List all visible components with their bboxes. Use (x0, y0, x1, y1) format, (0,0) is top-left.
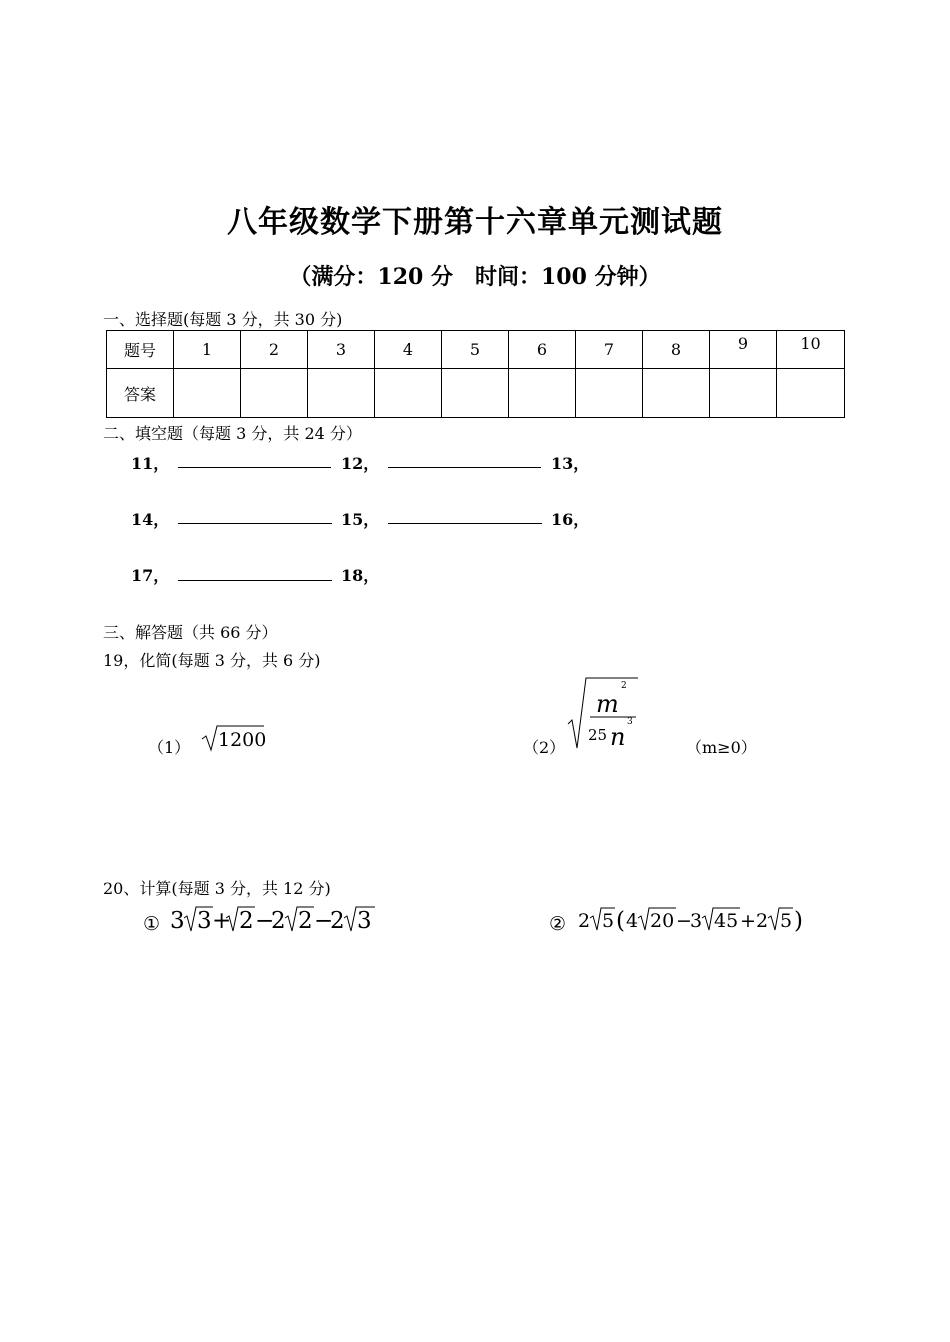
section2-heading: 二、填空题（每题 3 分，共 24 分） (103, 424, 362, 443)
question-number-4: 4 (375, 331, 442, 369)
svg-text:2: 2 (578, 910, 591, 932)
sqrt-1200-expression (200, 723, 266, 753)
question-number-2: 2 (241, 331, 308, 369)
question-number-10: 10 (777, 331, 845, 369)
svg-text:−: − (676, 910, 692, 932)
svg-text:−: − (314, 908, 334, 934)
svg-text:3: 3 (690, 910, 703, 932)
fill-label-16: 16， (551, 510, 590, 529)
answer-table-answer-row (107, 369, 845, 418)
answer-cell[interactable] (241, 369, 308, 418)
answer-cell[interactable] (643, 369, 710, 418)
fill-label-17: 17， (131, 566, 170, 585)
fill-label-13: 13， (551, 454, 590, 473)
answer-cell[interactable] (509, 369, 576, 418)
table-row-label-number: 题号 (107, 331, 174, 369)
svg-text:3: 3 (170, 908, 185, 934)
fill-blank-12[interactable] (388, 467, 541, 468)
svg-text:20: 20 (650, 910, 675, 932)
q20-part2-expression (576, 902, 816, 936)
svg-text:45: 45 (714, 910, 739, 932)
q20-heading: 20、计算(每题 3 分，共 12 分) (103, 879, 331, 898)
fill-label-18: 18， (341, 566, 380, 585)
svg-text:2: 2 (239, 908, 254, 934)
fill-blank-17[interactable] (178, 580, 332, 581)
q19-part1-label: （1） (148, 738, 191, 757)
q19-part2-condition: （m≥0） (686, 738, 757, 757)
section1-heading: 一、选择题(每题 3 分，共 30 分) (103, 310, 343, 329)
svg-text:5: 5 (602, 910, 615, 932)
answer-table (106, 330, 845, 418)
question-number-7: 7 (576, 331, 643, 369)
denominator-variable-n: n (610, 723, 626, 751)
question-number-3: 3 (308, 331, 375, 369)
fill-label-12: 12， (341, 454, 380, 473)
answer-cell[interactable] (576, 369, 643, 418)
q19-part2-label: （2） (523, 738, 566, 757)
answer-cell[interactable] (308, 369, 375, 418)
section3-heading: 三、解答题（共 66 分） (103, 623, 278, 642)
fill-label-11: 11， (131, 454, 170, 473)
svg-text:−: − (255, 908, 275, 934)
answer-cell[interactable] (375, 369, 442, 418)
denominator-coefficient: 25 (588, 726, 608, 744)
denominator-exponent: 3 (627, 717, 633, 727)
page-title: 八年级数学下册第十六章单元测试题 (227, 205, 723, 240)
page-subtitle: （满分：120 分 时间：100 分钟） (289, 264, 661, 290)
answer-table-number-row (107, 331, 845, 369)
q20-part1-label: ① (143, 913, 161, 935)
fill-label-15: 15， (341, 510, 380, 529)
answer-cell[interactable] (442, 369, 509, 418)
svg-text:): ) (794, 908, 803, 934)
q20-part2-label: ② (549, 913, 567, 935)
question-number-5: 5 (442, 331, 509, 369)
fill-blank-11[interactable] (178, 467, 331, 468)
svg-text:2: 2 (298, 908, 313, 934)
q20-part1-expression (168, 900, 380, 936)
svg-text:3: 3 (197, 908, 212, 934)
fraction-numerator-m: m (596, 690, 619, 718)
question-number-9: 9 (710, 331, 777, 369)
question-number-8: 8 (643, 331, 710, 369)
svg-text:2: 2 (756, 910, 769, 932)
answer-cell[interactable] (174, 369, 241, 418)
fill-label-14: 14， (131, 510, 170, 529)
svg-text:2: 2 (271, 908, 286, 934)
svg-text:4: 4 (626, 910, 639, 932)
question-number-1: 1 (174, 331, 241, 369)
q19-heading: 19，化简(每题 3 分，共 6 分) (103, 651, 321, 670)
sqrt-fraction-expression (566, 674, 640, 754)
svg-text:5: 5 (780, 910, 793, 932)
answer-cell[interactable] (710, 369, 777, 418)
answer-cell[interactable] (777, 369, 845, 418)
svg-text:3: 3 (357, 908, 372, 934)
radicand-1200: 1200 (218, 729, 266, 751)
fill-blank-14[interactable] (178, 523, 332, 524)
svg-text:2: 2 (330, 908, 345, 934)
question-number-6: 6 (509, 331, 576, 369)
svg-text:+: + (740, 910, 756, 932)
numerator-exponent: 2 (621, 681, 627, 691)
table-row-label-answer: 答案 (107, 369, 174, 418)
fill-blank-15[interactable] (388, 523, 542, 524)
svg-text:+: + (212, 908, 232, 934)
svg-text:(: ( (616, 908, 625, 934)
